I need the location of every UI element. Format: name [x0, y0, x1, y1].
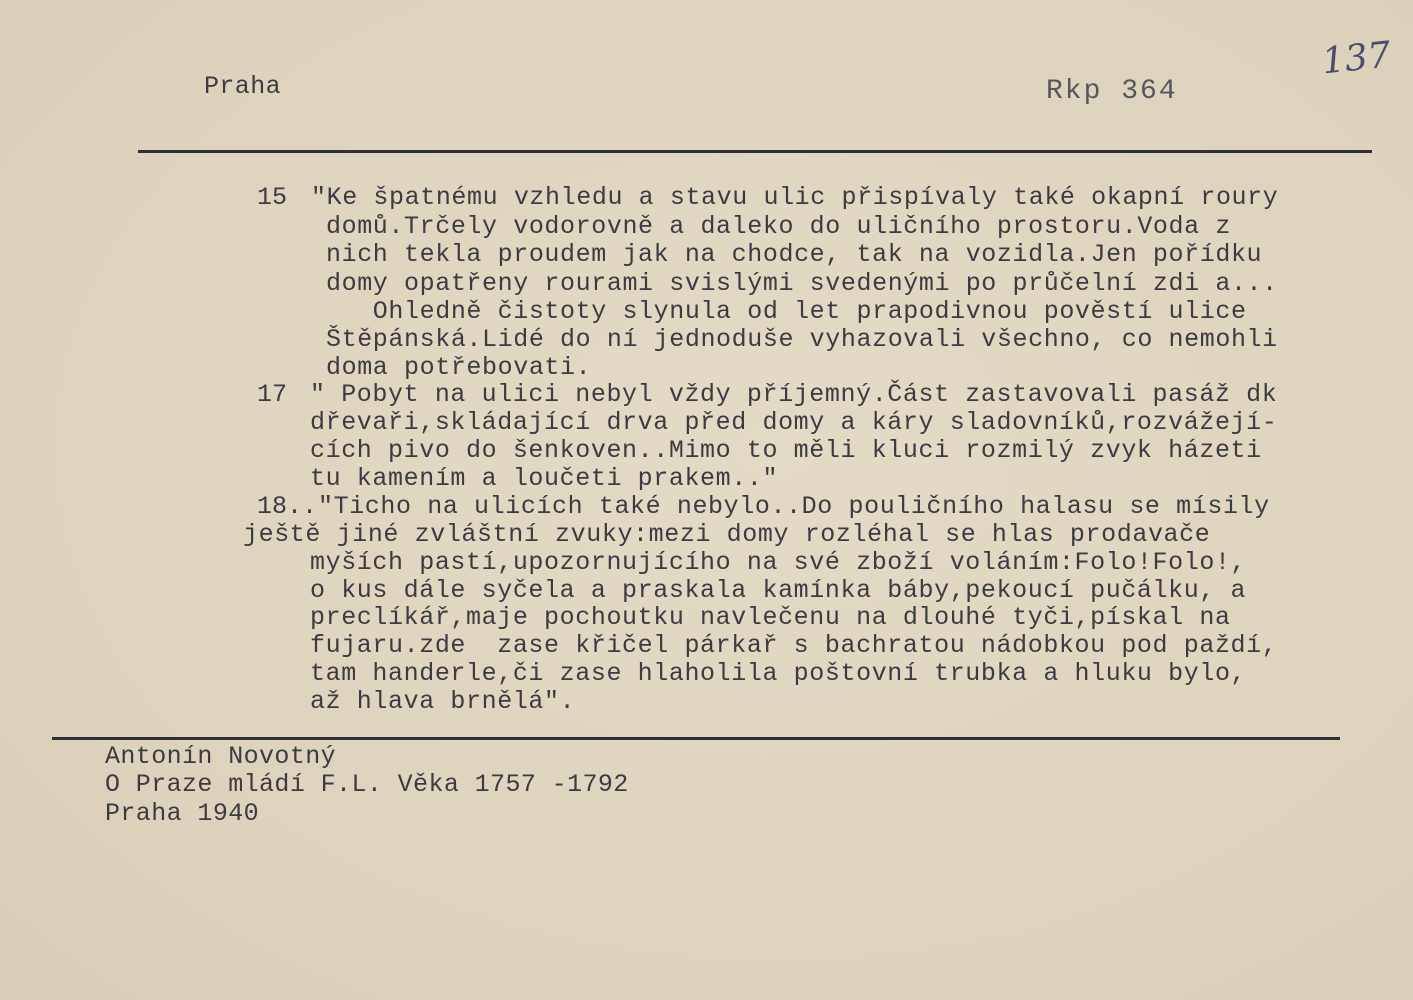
- text-line: až hlava brnělá".: [310, 687, 576, 716]
- source-title: O Praze mládí F.L. Věka 1757 -1792: [105, 770, 629, 799]
- text-line: myších pastí,upozornujícího na své zboží voláním:Folo!Folo!,: [310, 548, 1247, 577]
- text-line: domů.Trčely vodorovně a daleko do uličního prostoru.Voda z: [326, 212, 1231, 241]
- text-line: nich tekla proudem jak na chodce, tak na vozidla.Jen pořídku: [326, 240, 1263, 269]
- text-line: tu kamením a loučeti prakem..": [310, 464, 779, 493]
- top-divider: [138, 150, 1372, 153]
- header-reference: Rkp 364: [1046, 76, 1178, 107]
- text-line: o kus dále syčela a praskala kamínka báby,pekoucí pučálku, a: [310, 576, 1247, 605]
- entry-number: 18..: [257, 492, 318, 521]
- source-author: Antonín Novotný: [105, 742, 337, 771]
- text-line: fujaru.zde zase křičel párkař s bachratou nádobkou pod paždí,: [310, 631, 1278, 660]
- text-line: Ohledně čistoty slynula od let prapodivnou pověstí ulice: [326, 297, 1247, 326]
- text-line: preclíkář,maje pochoutku navlečenu na dlouhé tyči,pískal na: [310, 603, 1231, 632]
- text-line: cích pivo do šenkoven..Mimo to měli kluci rozmilý zvyk házeti: [310, 436, 1262, 465]
- text-line: " Pobyt na ulici nebyl vždy příjemný.Část zastavovali pasáž dk: [310, 380, 1278, 409]
- source-publication: Praha 1940: [105, 799, 260, 828]
- handwritten-page-number: 137: [1320, 34, 1393, 83]
- text-line: "Ticho na ulicích také nebylo..Do pouličního halasu se mísily: [318, 492, 1270, 521]
- text-line: ještě jiné zvláštní zvuky:mezi domy rozléhal se hlas prodavače: [243, 520, 1211, 549]
- text-line: "Ke špatnému vzhledu a stavu ulic přispívaly také okapní roury: [311, 183, 1279, 212]
- text-line: Štěpánská.Lidé do ní jednoduše vyhazovali všechno, co nemohli: [326, 325, 1278, 354]
- entry-number: 17: [257, 380, 288, 409]
- text-line: doma potřebovati.: [326, 353, 592, 382]
- bottom-divider: [52, 737, 1340, 740]
- text-line: tam handerle,či zase hlaholila poštovní trubka a hluku bylo,: [310, 659, 1247, 688]
- entry-number: 15: [257, 183, 288, 212]
- text-line: dřevaři,skládající drva před domy a káry sladovníků,rozvážejí-: [310, 408, 1278, 437]
- header-place: Praha: [204, 72, 282, 101]
- text-line: domy opatřeny rourami svislými svedenými po průčelní zdi a...: [326, 269, 1278, 298]
